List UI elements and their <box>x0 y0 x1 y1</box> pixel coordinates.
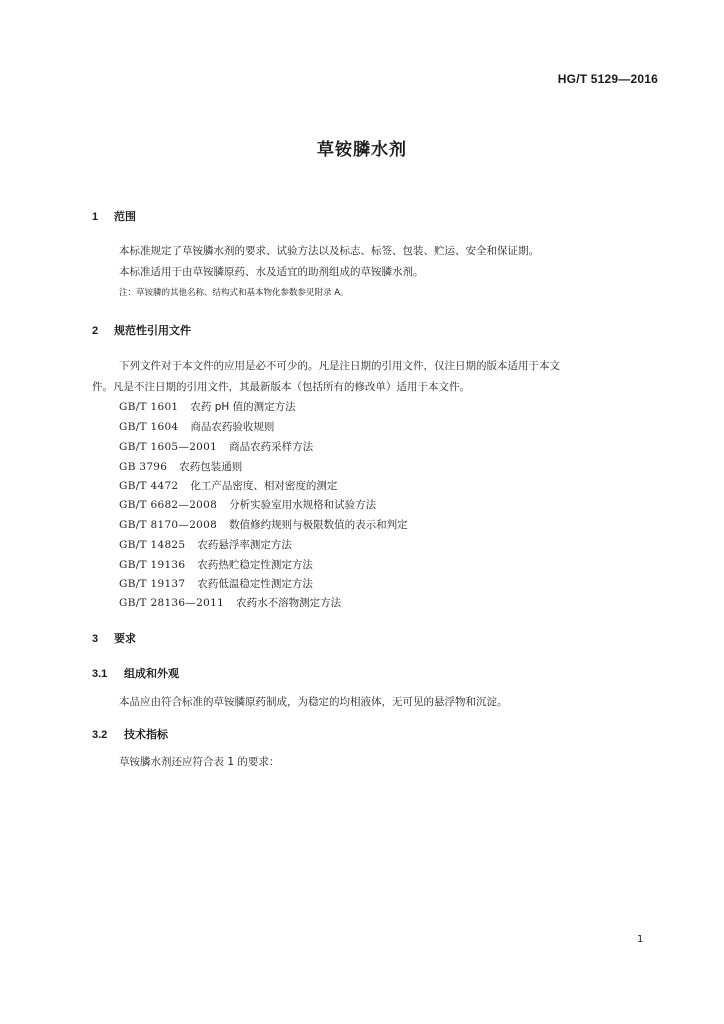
section-title: 要求 <box>114 632 136 645</box>
reference-item <box>119 557 313 572</box>
standard-number: HG/T 5129—2016 <box>557 72 658 86</box>
reference-title: 农药水不溶物测定方法 <box>236 597 342 609</box>
reference-item <box>119 576 313 591</box>
reference-title: 分析实验室用水规格和试验方法 <box>229 499 377 511</box>
section-2-heading <box>92 322 191 338</box>
reference-title: 农药低温稳定性测定方法 <box>197 578 313 590</box>
reference-title: 化工产品密度、相对密度的测定 <box>190 480 338 492</box>
reference-code: GB/T 8170—2008 <box>119 519 218 531</box>
subsection-title: 技术指标 <box>124 728 168 741</box>
section-3-heading <box>92 630 136 646</box>
section-number: 3 <box>92 633 99 645</box>
reference-code: GB/T 1605—2001 <box>119 441 218 453</box>
reference-item <box>119 595 341 610</box>
reference-code: GB/T 1604 <box>119 421 179 433</box>
reference-item <box>119 459 242 474</box>
scope-paragraph: 本标准适用于由草铵膦原药、水及适宜的助剂组成的草铵膦水剂。 <box>119 266 424 278</box>
subsection-3-1-heading <box>92 665 179 681</box>
scope-note: 注：草铵膦的其他名称、结构式和基本物化参数参见附录 A。 <box>119 288 349 298</box>
reference-code: GB/T 14825 <box>119 539 186 551</box>
reference-item <box>119 517 408 532</box>
section-title: 规范性引用文件 <box>114 324 191 337</box>
reference-item <box>119 478 337 493</box>
technical-indicators-paragraph: 草铵膦水剂还应符合表 1 的要求： <box>119 756 280 768</box>
composition-paragraph: 本品应由符合标准的草铵膦原药制成，为稳定的均相液体，无可见的悬浮物和沉淀。 <box>119 696 508 708</box>
reference-code: GB/T 19136 <box>119 559 186 571</box>
reference-item <box>119 537 292 552</box>
document-title: 草铵膦水剂 <box>317 140 407 160</box>
reference-title: 数值修约规则与极限数值的表示和判定 <box>229 519 408 531</box>
subsection-number: 3.1 <box>92 668 108 680</box>
reference-title: 农药热贮稳定性测定方法 <box>197 559 313 571</box>
reference-code: GB/T 6682—2008 <box>119 499 218 511</box>
reference-code: GB/T 28136—2011 <box>119 597 225 609</box>
section-1-heading <box>92 208 136 224</box>
scope-paragraph: 本标准规定了草铵膦水剂的要求、试验方法以及标志、标签、包装、贮运、安全和保证期。 <box>119 245 539 257</box>
reference-code: GB/T 1601 <box>119 401 179 413</box>
reference-title: 农药包装通则 <box>179 461 243 473</box>
reference-item <box>119 399 296 414</box>
reference-title: 农药悬浮率测定方法 <box>197 539 292 551</box>
subsection-title: 组成和外观 <box>124 667 179 680</box>
reference-code: GB/T 19137 <box>119 578 186 590</box>
reference-title: 商品农药验收规则 <box>190 421 275 433</box>
subsection-3-2-heading <box>92 726 168 742</box>
section-title: 范围 <box>114 210 136 223</box>
references-intro: 件。凡是不注日期的引用文件，其最新版本（包括所有的修改单）适用于本文件。 <box>92 381 470 393</box>
references-intro: 下列文件对于本文件的应用是必不可少的。凡是注日期的引用文件，仅注日期的版本适用于本文 <box>119 360 560 372</box>
reference-code: GB/T 4472 <box>119 480 179 492</box>
reference-code: GB 3796 <box>119 461 168 473</box>
reference-item <box>119 419 274 434</box>
reference-title: 农药 pH 值的测定方法 <box>190 401 296 413</box>
reference-title: 商品农药采样方法 <box>229 441 314 453</box>
page-number: 1 <box>637 934 644 945</box>
subsection-number: 3.2 <box>92 729 108 741</box>
reference-item <box>119 439 313 454</box>
section-number: 2 <box>92 325 99 337</box>
section-number: 1 <box>92 211 99 223</box>
reference-item <box>119 497 376 512</box>
